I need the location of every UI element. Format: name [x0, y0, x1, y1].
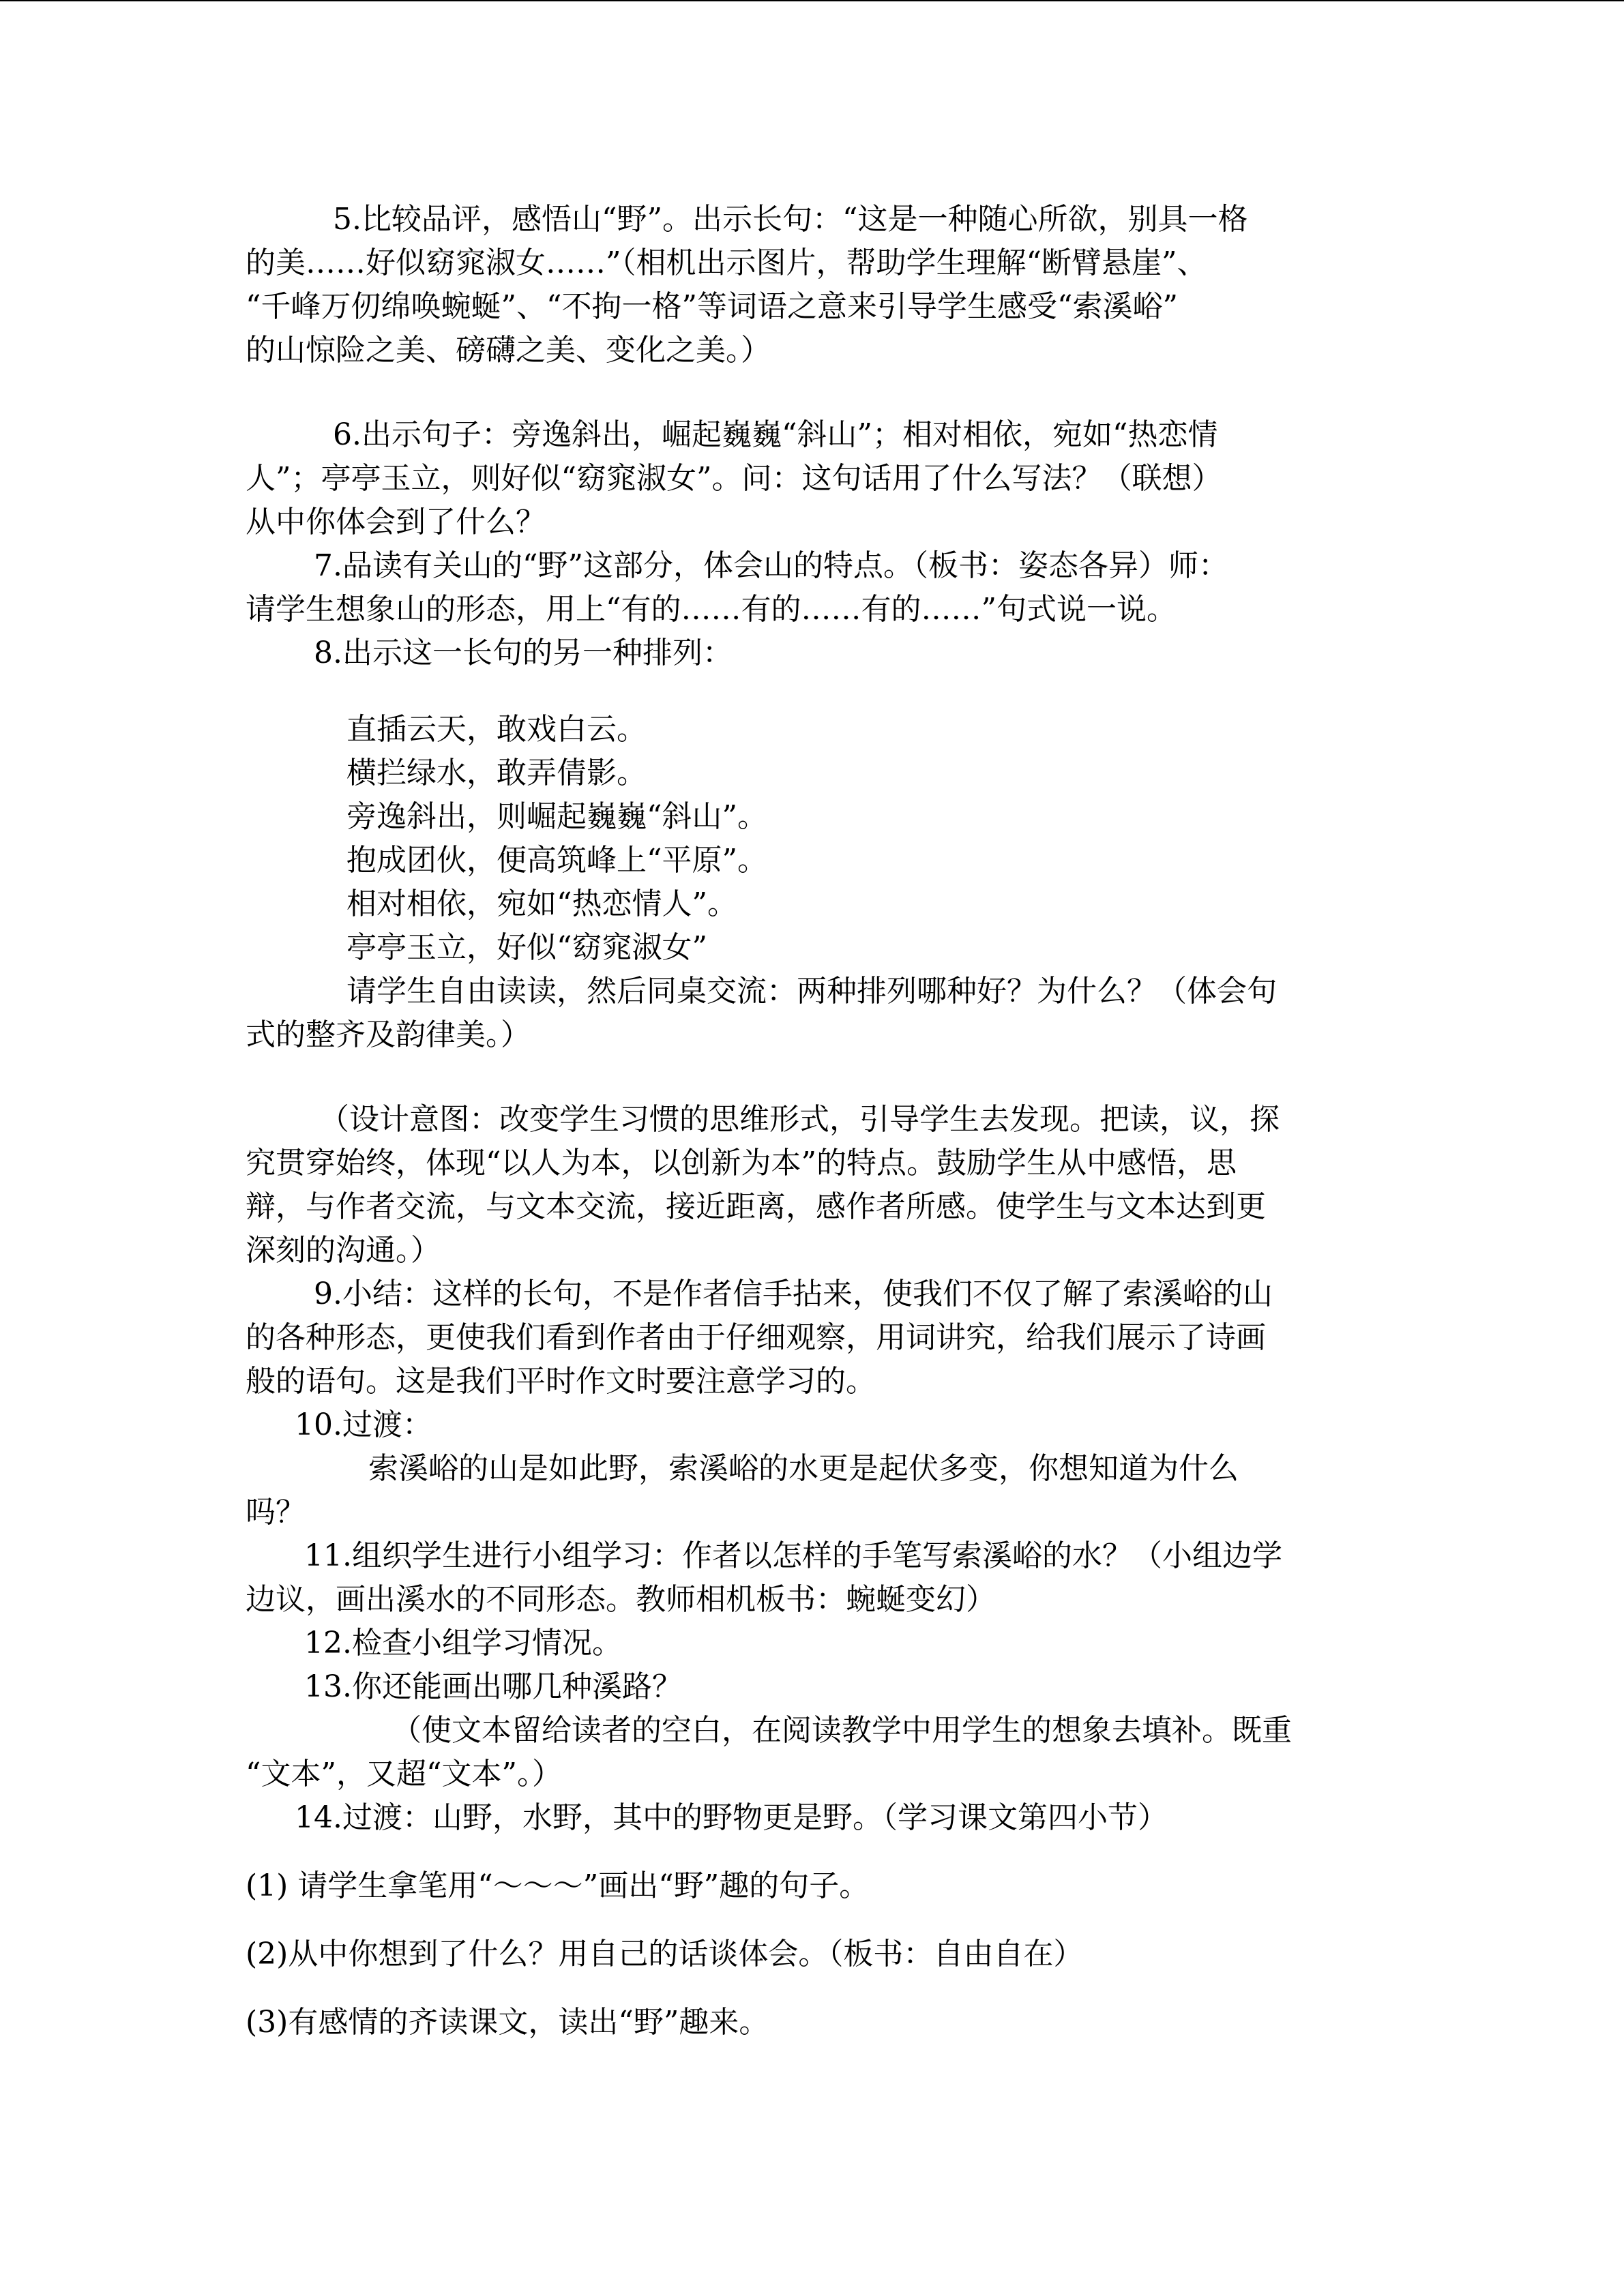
section-7-line-2: 请学生想象山的形态，用上“有的……有的……有的……”句式说一说。	[246, 592, 1177, 627]
section-11-line-2: 边议，画出溪水的不同形态。教师相机板书：蜿蜒变幻）	[246, 1582, 996, 1617]
section-6	[246, 413, 1378, 544]
section-12: 12.检查小组学习情况。	[304, 1626, 622, 1660]
section-9-line-3: 般的语句。这是我们平时作文时要注意学习的。	[246, 1364, 876, 1399]
section-7-line-1: 7.品读有关山的“野”这部分，体会山的特点。（板书：姿态各异）师：	[314, 548, 1228, 583]
poem-line-3: 旁逸斜出，则崛起巍巍“斜山”。	[346, 799, 767, 834]
section-13: 13.你还能画出哪几种溪路？	[304, 1669, 682, 1704]
page-top-border	[0, 0, 1624, 1]
item-1: (1) 请学生拿笔用“～～～”画出“野”趣的句子。	[246, 1868, 870, 1903]
section-7	[246, 544, 1378, 631]
section-8-read-line-1: 请学生自由读读，然后同桌交流：两种排列哪种好？为什么？（体会句	[346, 974, 1277, 1009]
design-intent	[246, 1098, 1378, 1272]
section-13-note-line-1: （使文本留给读者的空白，在阅读教学中用学生的想象去填补。既重	[392, 1713, 1292, 1748]
design-intent-line-1: （设计意图：改变学生习惯的思维形式，引导学生去发现。把读，议，探	[319, 1102, 1280, 1137]
document-page	[246, 198, 1378, 2044]
design-intent-line-3: 辩，与作者交流，与文本交流，接近距离，感作者所感。使学生与文本达到更	[246, 1189, 1266, 1224]
section-5-line-3: “千峰万仞绵唤蜿蜒”、“不拘一格”等词语之意来引导学生感受“索溪峪”	[246, 289, 1178, 324]
poem-line-6: 亭亭玉立，好似“窈窕淑女”	[346, 930, 707, 965]
section-10-title: 10.过渡：	[295, 1407, 432, 1442]
poem-line-1: 直插云天，敢戏白云。	[346, 712, 647, 747]
section-9-line-2: 的各种形态，更使我们看到作者由于仔细观察，用词讲究，给我们展示了诗画	[246, 1320, 1266, 1355]
section-11-line-1: 11.组织学生进行小组学习：作者以怎样的手笔写索溪峪的水？（小组边学	[304, 1538, 1282, 1573]
poem-line-4: 抱成团伙，便高筑峰上“平原”。	[346, 843, 767, 878]
section-10-line-2: 吗？	[246, 1495, 306, 1530]
section-9-line-1: 9.小结：这样的长句，不是作者信手拈来，使我们不仅了解了索溪峪的山	[314, 1277, 1273, 1311]
section-14: 14.过渡：山野，水野，其中的野物更是野。（学习课文第四小节）	[295, 1800, 1168, 1835]
design-intent-line-4: 深刻的沟通。）	[246, 1233, 441, 1268]
item-3: (3)有感情的齐读课文，读出“野”趣来。	[246, 2005, 769, 2040]
poem-line-2: 横拦绿水，敢弄倩影。	[346, 756, 647, 790]
section-5-line-4: 的山惊险之美、磅礴之美、变化之美。）	[246, 333, 771, 368]
section-6-line-3: 从中你体会到了什么？	[246, 505, 546, 539]
section-8-title: 8.出示这一长句的另一种排列：	[314, 636, 733, 670]
section-5	[246, 198, 1378, 372]
section-6-line-1: 6.出示句子：旁逸斜出，崛起巍巍“斜山”；相对相依，宛如“热恋情	[333, 417, 1218, 452]
section-5-line-1: 5.比较品评，感悟山“野”。出示长句：“这是一种随心所欲，别具一格	[333, 202, 1248, 237]
poem-block	[246, 708, 1378, 1057]
section-8-read-line-2: 式的整齐及韵律美。）	[246, 1017, 531, 1052]
section-5-line-2: 的美……好似窈窕淑女……”（相机出示图片，帮助学生理解“断臂悬崖”、	[246, 245, 1207, 280]
item-2: (2)从中你想到了什么？用自己的话谈体会。（板书：自由自在）	[246, 1937, 1084, 1971]
section-9	[246, 1272, 1378, 1403]
section-13-note-line-2: “文本”，又超“文本”。）	[246, 1757, 562, 1791]
design-intent-line-2: 究贯穿始终，体现“以人为本，以创新为本”的特点。鼓励学生从中感悟，思	[246, 1146, 1237, 1180]
poem-line-5: 相对相依，宛如“热恋情人”。	[346, 886, 737, 921]
section-6-line-2: 人”；亭亭玉立，则好似“窈窕淑女”。问：这句话用了什么写法？（联想）	[246, 461, 1222, 496]
section-10-line-1: 索溪峪的山是如此野，索溪峪的水更是起伏多变，你想知道为什么	[368, 1451, 1239, 1486]
